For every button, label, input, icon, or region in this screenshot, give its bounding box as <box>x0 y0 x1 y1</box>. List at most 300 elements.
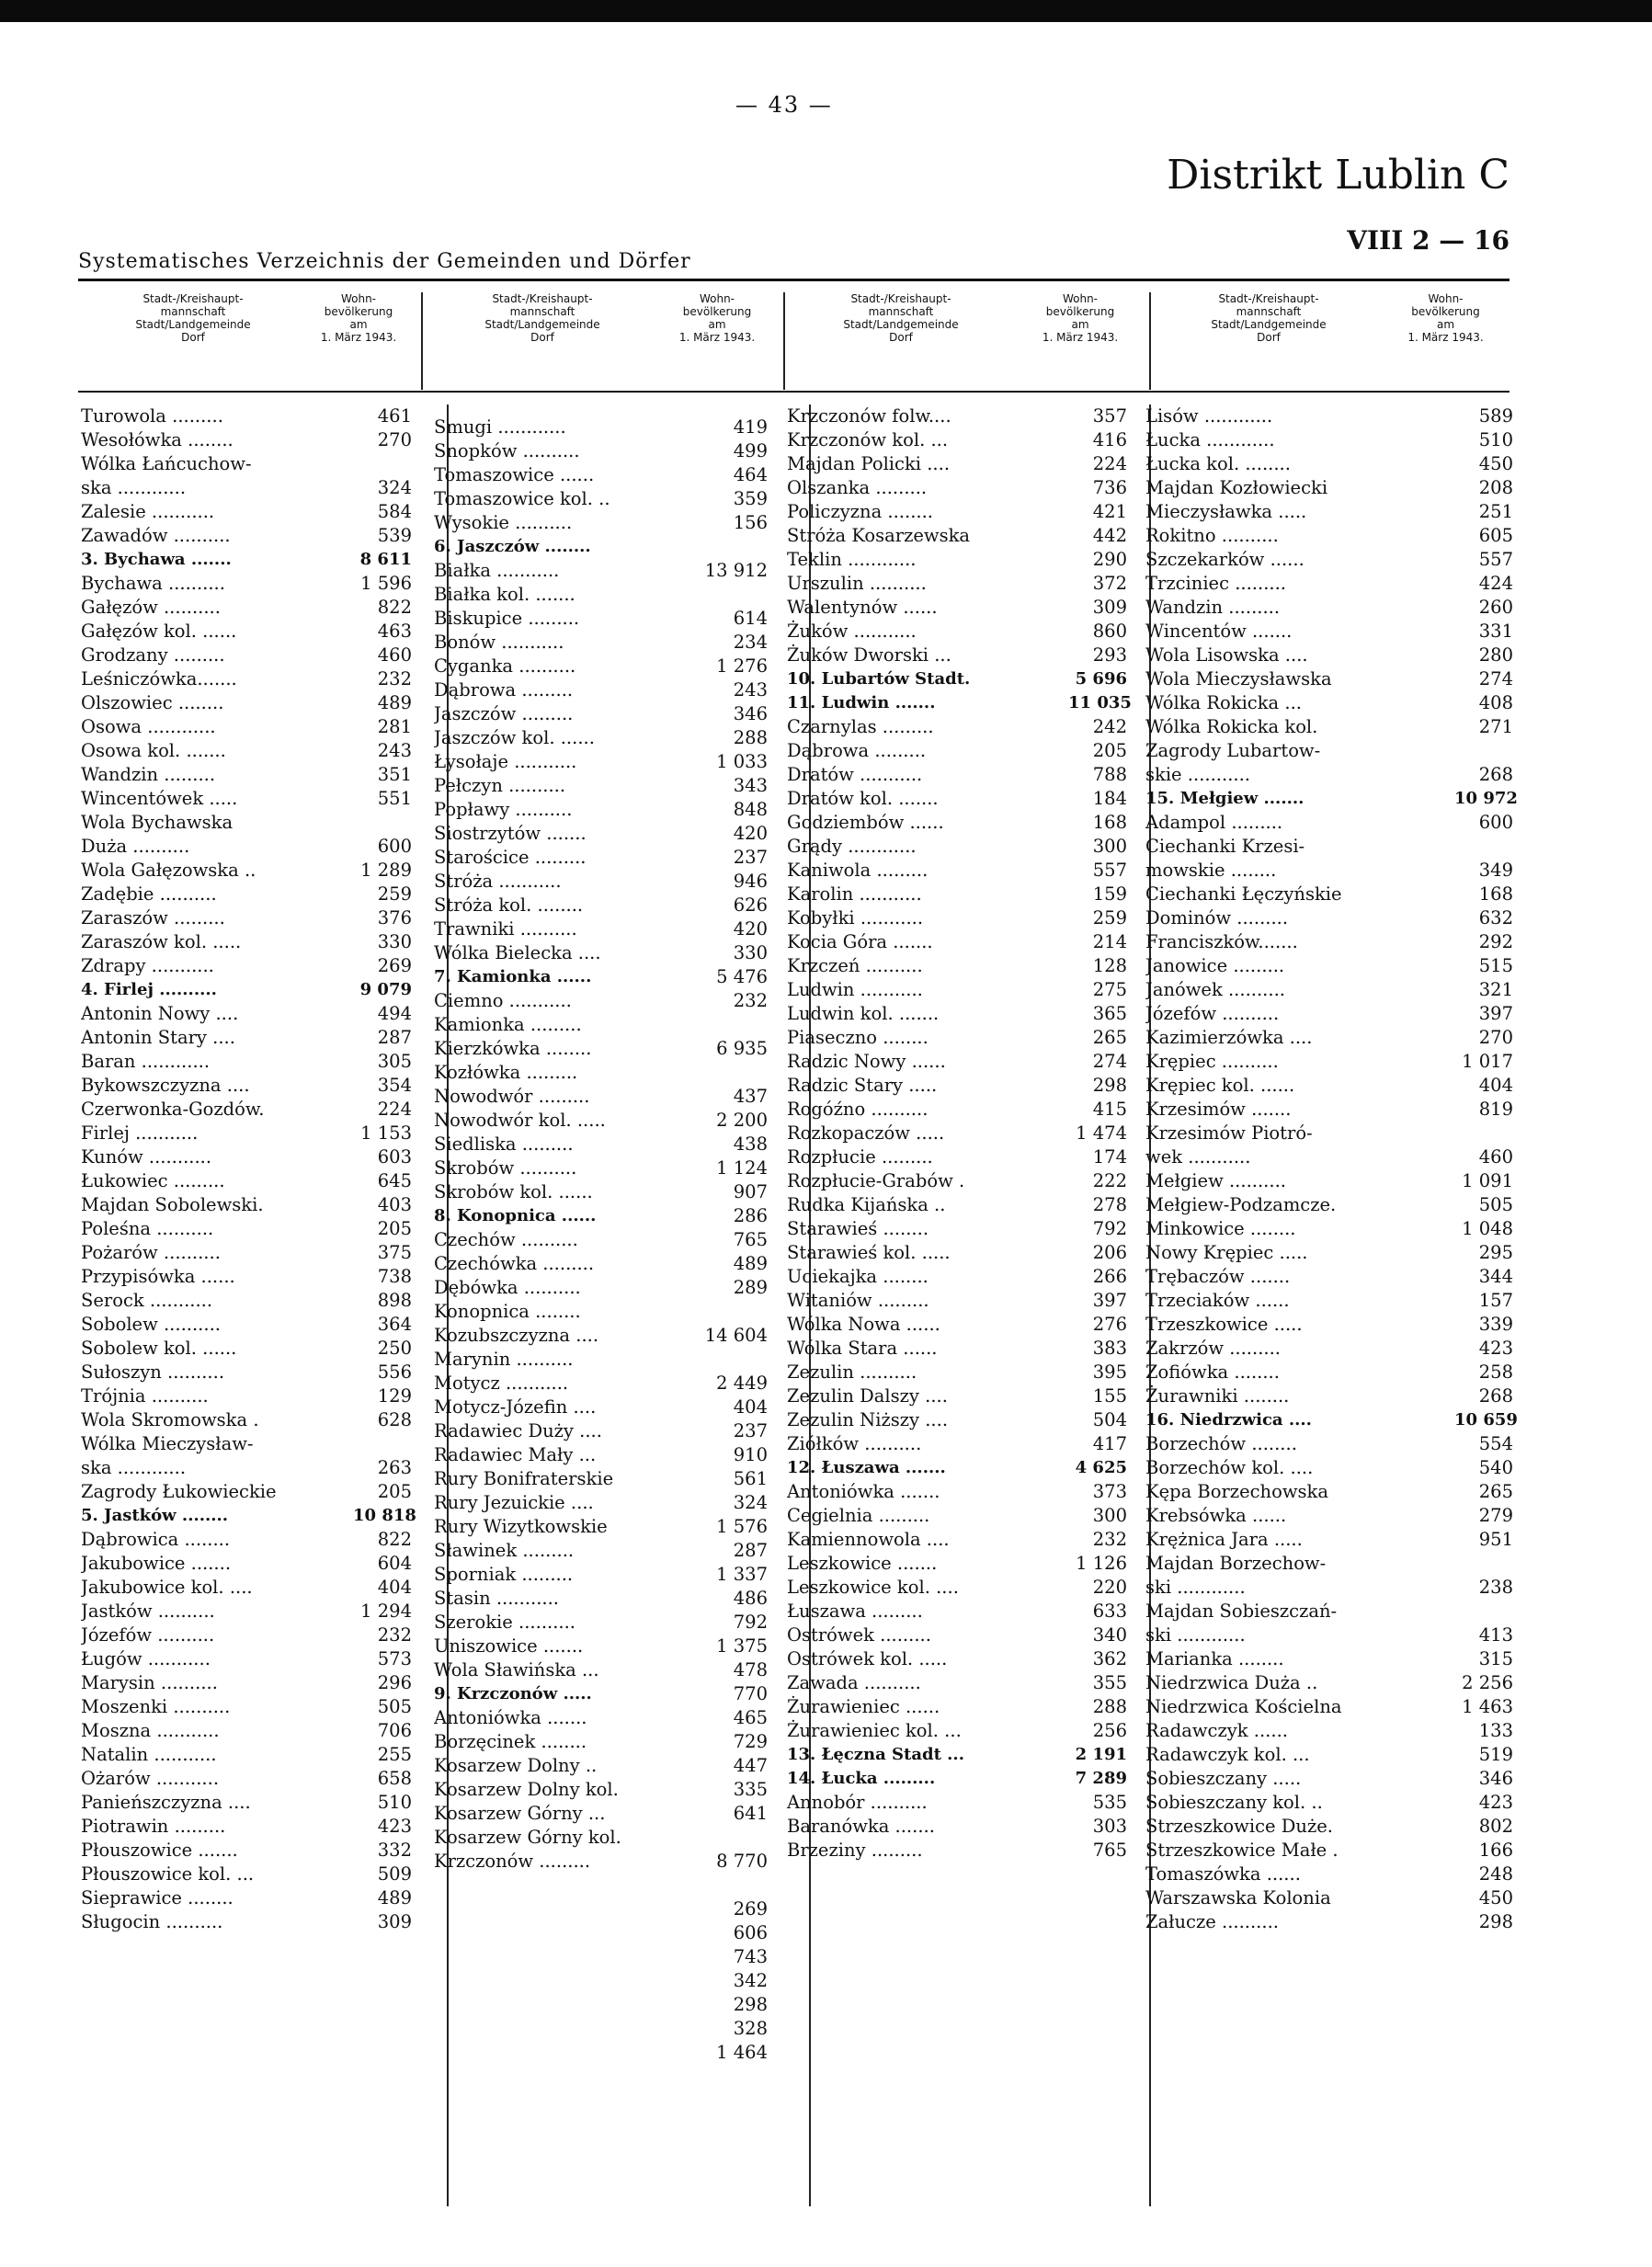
place-name: Krzesimów ....... <box>1145 1099 1292 1120</box>
population-value: 819 <box>1478 1099 1513 1120</box>
place-name: Ziółków .......... <box>787 1433 922 1454</box>
place-entry <box>1145 1647 1513 1671</box>
population-value: 289 <box>733 1277 768 1298</box>
population-value: 232 <box>1092 1529 1127 1550</box>
place-entry <box>434 1539 664 1563</box>
place-name: Smugi ............ <box>434 416 566 438</box>
population-value: 603 <box>377 1146 412 1168</box>
population-value: 614 <box>733 608 768 629</box>
place-entry <box>1145 883 1513 906</box>
place-entry <box>787 1241 1127 1265</box>
place-name: Kozłówka ......... <box>434 1062 578 1083</box>
place-name: Józefów .......... <box>81 1624 215 1646</box>
place-entry <box>787 1361 1127 1384</box>
place-entry <box>81 763 412 787</box>
place-entry <box>81 428 412 452</box>
place-entry <box>81 1169 412 1193</box>
population-value: 232 <box>733 990 768 1011</box>
place-entry <box>81 835 412 859</box>
place-name: Wola Mieczysławska <box>1145 668 1332 689</box>
place-name: 3. Bychawa ....... <box>81 550 232 569</box>
place-entry <box>81 1576 412 1600</box>
population-value: 340 <box>1092 1624 1127 1646</box>
place-entry <box>787 739 1127 763</box>
col4-name-header: Stadt-/Kreishaupt- mannschaft Stadt/Landgemeinde Dorf <box>1211 292 1327 344</box>
place-entry <box>1145 1743 1513 1767</box>
population-value: 442 <box>1092 525 1127 546</box>
place-name: Starawieś kol. ..... <box>787 1242 951 1263</box>
place-entry <box>1145 1504 1513 1528</box>
population-value: 174 <box>1092 1146 1127 1168</box>
place-entry <box>81 1432 412 1456</box>
population-value: 292 <box>1478 931 1513 952</box>
place-entry <box>434 798 664 822</box>
place-entry <box>81 1026 412 1050</box>
population-value: 10 659 <box>1454 1410 1518 1430</box>
place-name: Sobieszczany ..... <box>1145 1768 1302 1789</box>
population-value: 633 <box>1092 1601 1127 1622</box>
place-entry <box>81 620 412 644</box>
place-entry <box>434 1109 664 1133</box>
place-name: Janówek .......... <box>1145 979 1285 1000</box>
population-value: 205 <box>377 1218 412 1239</box>
column-1 <box>81 404 416 1934</box>
place-name: Łucka kol. ........ <box>1145 453 1291 474</box>
place-name: Panieńszczyzna .... <box>81 1792 251 1813</box>
place-entry <box>1145 1122 1513 1145</box>
place-name: Wólka Bielecka .... <box>434 942 601 963</box>
population-value: 557 <box>1478 549 1513 570</box>
population-value <box>694 1061 768 1085</box>
place-entry <box>1145 1552 1513 1576</box>
place-name: Marynin .......... <box>434 1349 574 1370</box>
place-name: Trębaczów ....... <box>1145 1266 1291 1287</box>
place-name: 7. Kamionka ...... <box>434 967 592 986</box>
place-entry <box>434 463 664 487</box>
population-value: 156 <box>733 512 768 533</box>
population-value: 268 <box>1478 1385 1513 1407</box>
population-value: 822 <box>377 1529 412 1550</box>
population-value: 222 <box>1092 1170 1127 1191</box>
population-value: 1 124 <box>716 1157 768 1179</box>
place-entry <box>81 1217 412 1241</box>
place-name: Tomaszowice kol. .. <box>434 488 610 509</box>
population-value: 128 <box>1092 955 1127 976</box>
population-value: 243 <box>733 679 768 701</box>
district-entry <box>787 691 1132 715</box>
place-name: Krebsówka ...... <box>1145 1505 1287 1526</box>
population-value: 423 <box>1478 1338 1513 1359</box>
place-name: Natalin ........... <box>81 1744 217 1765</box>
population-value: 540 <box>1478 1457 1513 1478</box>
place-name: Żuków Dworski ... <box>787 644 951 666</box>
population-value: 770 <box>733 1683 768 1704</box>
population-value <box>694 1013 768 1037</box>
place-entry <box>81 1647 412 1671</box>
place-name: Zadębie .......... <box>81 883 217 905</box>
place-name: Nowodwór ......... <box>434 1086 590 1107</box>
place-entry <box>81 476 412 500</box>
population-value: 300 <box>1092 1505 1127 1526</box>
place-name: Zagrody Łukowieckie <box>81 1481 277 1502</box>
place-name: Zezulin .......... <box>787 1361 917 1383</box>
place-name: Sobolew kol. ...... <box>81 1338 237 1359</box>
population-value: 290 <box>1092 549 1127 570</box>
population-value: 554 <box>1478 1433 1513 1454</box>
population-value: 515 <box>1478 955 1513 976</box>
population-value: 335 <box>733 1779 768 1800</box>
place-entry <box>434 1061 664 1085</box>
population-value: 600 <box>377 836 412 857</box>
place-entry <box>787 428 1127 452</box>
place-name: Krzczeń .......... <box>787 955 923 976</box>
place-name: Płouszowice ....... <box>81 1840 238 1861</box>
place-entry <box>1145 1265 1513 1289</box>
population-value: 8 770 <box>716 1851 768 1872</box>
place-entry <box>1145 835 1513 859</box>
place-entry <box>81 691 412 715</box>
population-value: 898 <box>377 1290 412 1311</box>
population-value: 1 017 <box>1462 1051 1513 1072</box>
population-value: 288 <box>1092 1696 1127 1717</box>
population-value: 792 <box>733 1612 768 1633</box>
place-name: Mełgiew .......... <box>1145 1170 1286 1191</box>
place-name: Sieprawice ........ <box>81 1887 234 1908</box>
place-entry <box>1145 452 1513 476</box>
population-value: 263 <box>377 1457 412 1478</box>
place-name: Kosarzew Górny ... <box>434 1803 606 1824</box>
population-value: 293 <box>1092 644 1127 666</box>
place-entry <box>81 1098 412 1122</box>
place-entry <box>1145 1313 1513 1337</box>
place-entry <box>787 1169 1127 1193</box>
place-entry <box>434 1754 664 1778</box>
population-value: 551 <box>377 788 412 809</box>
place-entry <box>81 1289 412 1313</box>
population-value: 1 294 <box>360 1601 412 1622</box>
place-entry <box>787 476 1127 500</box>
population-value: 224 <box>377 1099 412 1120</box>
population-value: 2 200 <box>716 1110 768 1131</box>
place-entry <box>81 1337 412 1361</box>
population-value: 450 <box>1478 453 1513 474</box>
place-entry <box>81 1050 412 1074</box>
place-entry <box>787 644 1127 667</box>
col1-pop-header: Wohn- bevölkerung am 1. März 1943. <box>320 292 397 344</box>
header-bottom-rule <box>78 391 1510 393</box>
place-name: Baranówka ....... <box>787 1816 935 1837</box>
col4-pop-header: Wohn- bevölkerung am 1. März 1943. <box>1407 292 1484 344</box>
population-value: 288 <box>733 727 768 748</box>
place-entry <box>434 726 664 750</box>
population-value: 339 <box>1478 1314 1513 1335</box>
population-value: 10 818 <box>353 1506 416 1525</box>
population-value: 237 <box>733 1420 768 1441</box>
place-name: Walentynów ...... <box>787 597 938 618</box>
place-name: Kocia Góra ....... <box>787 931 933 952</box>
col-separator <box>1149 292 1151 390</box>
population-value: 321 <box>1478 979 1513 1000</box>
population-value: 1 576 <box>716 1516 768 1537</box>
place-name: Rury Wizytkowskie <box>434 1516 608 1537</box>
place-name: Annobór .......... <box>787 1792 928 1813</box>
place-entry <box>81 644 412 667</box>
place-entry <box>81 1695 412 1719</box>
place-name: Bychawa .......... <box>81 573 225 594</box>
place-entry <box>434 511 664 535</box>
population-value: 2 256 <box>1462 1672 1513 1693</box>
place-name: Serock ........... <box>81 1290 213 1311</box>
place-entry <box>1145 1384 1513 1408</box>
place-entry <box>787 548 1127 572</box>
place-name: Przypisówka ...... <box>81 1266 235 1287</box>
place-name: Motycz-Józefin .... <box>434 1396 597 1418</box>
population-value: 494 <box>377 1003 412 1024</box>
place-name: Firlej ........... <box>81 1122 199 1144</box>
place-name: Moszenki .......... <box>81 1696 231 1717</box>
population-value: 159 <box>1092 883 1127 905</box>
place-entry <box>1145 476 1513 500</box>
place-entry <box>787 524 1127 548</box>
population-value: 274 <box>1478 668 1513 689</box>
population-value: 332 <box>377 1840 412 1861</box>
place-entry <box>787 1145 1127 1169</box>
place-name: Majdan Policki .... <box>787 453 951 474</box>
place-entry <box>81 1528 412 1552</box>
place-entry <box>434 1635 664 1658</box>
place-name: Wola Bychawska <box>81 812 234 833</box>
population-value: 1 375 <box>716 1635 768 1657</box>
population-value <box>694 1826 768 1850</box>
place-name: Minkowice ........ <box>1145 1218 1296 1239</box>
place-entry <box>434 1300 664 1324</box>
population-value: 600 <box>1478 812 1513 833</box>
population-value: 404 <box>733 1396 768 1418</box>
place-name: 8. Konopnica ...... <box>434 1206 597 1225</box>
place-name: Urszulin .......... <box>787 573 927 594</box>
place-entry <box>787 1504 1127 1528</box>
place-entry <box>434 702 664 726</box>
place-name: Janowice ......... <box>1145 955 1285 976</box>
place-entry <box>1145 763 1513 787</box>
col3-name-header: Stadt-/Kreishaupt- mannschaft Stadt/Landgemeinde Dorf <box>843 292 959 344</box>
place-entry <box>1145 739 1513 763</box>
place-name: Turowola ......... <box>81 405 223 427</box>
place-name: Trzeszkowice ..... <box>1145 1314 1303 1335</box>
place-name: 4. Firlej .......... <box>81 980 217 999</box>
population-value: 743 <box>733 1946 768 1967</box>
place-name: Sławinek ......... <box>434 1540 575 1561</box>
place-name: Białka kol. ....... <box>434 584 575 605</box>
place-name: Osowa kol. ....... <box>81 740 226 761</box>
place-name: Teklin ............ <box>787 549 917 570</box>
place-entry <box>81 572 412 596</box>
place-entry <box>434 1228 664 1252</box>
place-name: Sułoszyn .......... <box>81 1361 225 1383</box>
place-name: 11. Ludwin ....... <box>787 693 936 712</box>
place-entry <box>434 1252 664 1276</box>
population-value: 1 153 <box>360 1122 412 1144</box>
place-entry <box>81 500 412 524</box>
place-name: Dratów ........... <box>787 764 923 785</box>
place-entry <box>787 1576 1127 1600</box>
population-value: 738 <box>377 1266 412 1287</box>
population-value: 464 <box>733 464 768 485</box>
population-value: 645 <box>377 1170 412 1191</box>
population-value: 765 <box>733 1229 768 1250</box>
place-name: ska ............ <box>81 477 187 498</box>
population-value: 489 <box>733 1253 768 1274</box>
place-name: Wola Lisowska .... <box>1145 644 1308 666</box>
place-entry <box>81 667 412 691</box>
place-name: 5. Jastków ........ <box>81 1506 229 1525</box>
population-value: 907 <box>733 1181 768 1202</box>
col2-name-header: Stadt-/Kreishaupt- mannschaft Stadt/Landgemeinde Dorf <box>484 292 600 344</box>
place-entry <box>81 1480 412 1504</box>
place-name: 13. Łęczna Stadt ... <box>787 1745 964 1764</box>
place-name: Trawniki .......... <box>434 918 577 940</box>
place-entry <box>1145 428 1513 452</box>
population-value: 1 464 <box>716 2042 768 2063</box>
place-entry <box>1145 811 1513 835</box>
place-name: Leszkowice kol. .... <box>787 1577 959 1598</box>
place-entry <box>1145 1098 1513 1122</box>
district-entry <box>434 1204 664 1228</box>
place-name: Ostrówek ......... <box>787 1624 931 1646</box>
population-value: 354 <box>377 1075 412 1096</box>
place-entry <box>434 1324 664 1348</box>
place-entry <box>434 846 664 870</box>
population-value: 281 <box>377 716 412 737</box>
place-entry <box>1145 596 1513 620</box>
population-value: 658 <box>377 1768 412 1789</box>
place-name: Radzic Stary ..... <box>787 1075 938 1096</box>
population-value: 271 <box>1478 716 1513 737</box>
population-value: 1 337 <box>716 1564 768 1585</box>
place-name: Rogóźno .......... <box>787 1099 929 1120</box>
place-entry <box>787 1552 1127 1576</box>
place-entry <box>81 859 412 883</box>
place-name: Starościce ......... <box>434 847 587 868</box>
place-entry <box>787 1026 1127 1050</box>
population-value: 238 <box>1478 1577 1513 1598</box>
place-name: 12. Łuszawa ....... <box>787 1458 946 1477</box>
place-entry <box>434 870 664 894</box>
population-value: 13 912 <box>704 560 768 581</box>
population-value: 324 <box>377 477 412 498</box>
place-entry <box>787 930 1127 954</box>
population-value: 415 <box>1092 1099 1127 1120</box>
population-value: 206 <box>1092 1242 1127 1263</box>
place-entry <box>81 1767 412 1791</box>
population-value: 860 <box>1092 621 1127 642</box>
place-entry <box>81 1074 412 1098</box>
place-name: Wincentów ....... <box>1145 621 1293 642</box>
place-name: Rokitno .......... <box>1145 525 1279 546</box>
place-entry <box>81 1361 412 1384</box>
place-entry <box>81 1193 412 1217</box>
district-title: Distrikt Lublin C <box>1167 152 1510 199</box>
place-entry <box>434 678 664 702</box>
place-entry <box>1145 1480 1513 1504</box>
place-name: Pełczyn .......... <box>434 775 566 796</box>
place-entry <box>787 763 1127 787</box>
population-value: 351 <box>377 764 412 785</box>
place-name: Majdan Kozłowiecki <box>1145 477 1328 498</box>
place-name: Rozpłucie ......... <box>787 1146 933 1168</box>
place-entry <box>787 715 1127 739</box>
population-value: 303 <box>1092 1816 1127 1837</box>
population-value: 1 289 <box>360 860 412 881</box>
place-entry <box>787 1719 1127 1743</box>
population-value: 298 <box>1478 1911 1513 1932</box>
population-value: 305 <box>377 1051 412 1072</box>
place-name: Józefów .......... <box>1145 1003 1280 1024</box>
population-value: 324 <box>733 1492 768 1513</box>
place-name: Grądy ............ <box>787 836 917 857</box>
place-entry <box>787 1265 1127 1289</box>
place-name: Niedrzwica Kościelna <box>1145 1696 1342 1717</box>
place-entry <box>1145 1074 1513 1098</box>
place-entry <box>434 822 664 846</box>
place-entry <box>434 1611 664 1635</box>
place-entry <box>434 1467 664 1491</box>
population-value: 298 <box>1092 1075 1127 1096</box>
place-entry <box>1145 524 1513 548</box>
place-name: Płouszowice kol. ... <box>81 1863 255 1885</box>
population-value: 269 <box>733 1898 768 1920</box>
place-name: Żurawieniec ...... <box>787 1696 940 1717</box>
place-name: Rozpłucie-Grabów . <box>787 1170 965 1191</box>
place-entry <box>434 1850 664 1874</box>
place-name: Cyganka .......... <box>434 655 576 677</box>
place-name: Krzczonów ......... <box>434 1851 591 1872</box>
population-value: 437 <box>733 1086 768 1107</box>
place-entry <box>787 1815 1127 1839</box>
place-name: Wólka Łańcuchow- <box>81 453 252 474</box>
place-name: Wola Gałęzowska .. <box>81 860 256 881</box>
population-value: 220 <box>1092 1577 1127 1598</box>
place-entry <box>434 1133 664 1156</box>
place-name: Krępiec .......... <box>1145 1051 1279 1072</box>
population-value: 279 <box>1478 1505 1513 1526</box>
place-entry <box>787 500 1127 524</box>
population-value: 258 <box>1478 1361 1513 1383</box>
place-entry <box>434 1491 664 1515</box>
place-entry <box>787 1313 1127 1337</box>
place-entry <box>81 906 412 930</box>
place-entry <box>81 1408 412 1432</box>
place-entry <box>1145 978 1513 1002</box>
population-value: 1 463 <box>1462 1696 1513 1717</box>
population-value: 357 <box>1092 405 1127 427</box>
place-entry <box>434 894 664 917</box>
place-entry <box>787 1623 1127 1647</box>
place-entry <box>787 1480 1127 1504</box>
place-name: Wólka Stara ...... <box>787 1338 938 1359</box>
population-value: 7 289 <box>1075 1769 1127 1788</box>
place-name: Mieczysławka ..... <box>1145 501 1307 522</box>
population-value: 243 <box>377 740 412 761</box>
place-name: Rury Bonifraterskie <box>434 1468 614 1489</box>
population-value: 1 596 <box>360 573 412 594</box>
population-value: 910 <box>733 1444 768 1465</box>
population-value: 626 <box>733 894 768 916</box>
place-name: Wola Sławińska ... <box>434 1659 599 1680</box>
population-value: 260 <box>1478 597 1513 618</box>
place-entry <box>81 1910 412 1934</box>
place-entry <box>1145 1767 1513 1791</box>
